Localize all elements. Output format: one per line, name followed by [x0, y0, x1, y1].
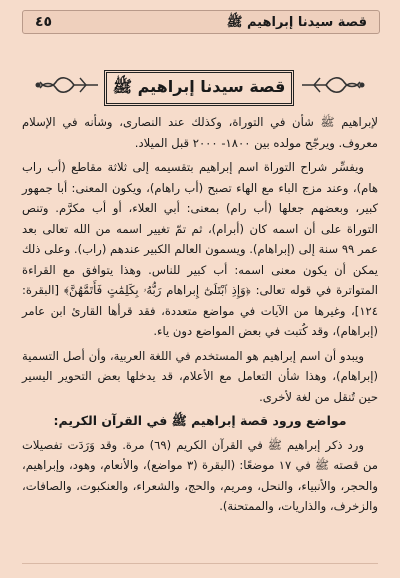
chapter-title: قصة سيدنا إبراهيم ﷺ [112, 76, 286, 96]
paragraph: ورد ذكر إبراهيم ﷺ في القرآن الكريم (٦٩) مرة. وقد وَرَدَت تفصيلات من قصته ﷺ في ١٧ موضعًا: (البقرة (٣ مواضع)، والأنعام، وهود، وإبراهيم، والحجر، والأنبياء، والنحل، ومريم، والحج، والشعراء، والعنكبوت، والصافات، والزخرف، والذاريات، والممتحنة). [22, 437, 378, 513]
page-number: ٤٥ [35, 14, 53, 30]
section-heading: مواضع ورود قصة إبراهيم ﷺ في القرآن الكريم: [53, 413, 347, 428]
running-header [22, 10, 380, 34]
page-body [22, 112, 378, 521]
footer-rule [22, 563, 378, 572]
paragraph: ويفسِّر شراح التوراة اسم إبراهيم بتقسيمه إلى ثلاثة مقاطع (أب راب هام)، وعند مزج الباء مع الهاء تصبح (أب راهام)، ويكون المعنى: أبا جمهور كبير، وبعضهم جعلها (أب رام) بمعنى: أبي العلاء، أو أب مكرَّم. وتنص التوراة على أن اسمه كان (أبرام)، ثم تمّ تغيير اسمه من الله تعالى بعد عمر ٩٩ سنة إلى (إبراهام). ويسمون العالم الكبير عندهم (راب). وعلى ذلك يمكن أن يكون معنى اسمه: أب كبير للناس. وهذا يتوافق مع القراءة المتواترة في قوله تعالى: ﴿وَإِذِ ٱبْتَلَىٰٓ إِبراهام رَبُّهُۥ بِكَلِمَٰتٍ فَأَتَمَّهُنَّ﴾ [البقرة: ١٢٤]، وغيرها من الآيات في مواضع متعددة، فقد قرأها القارئ ابن عامر (إبراهام)، وقد كُتبت في بعض المواضع دون ياء. [22, 160, 378, 338]
running-title: قصة سيدنا إبراهيم ﷺ [226, 15, 367, 30]
chapter-title-frame [104, 70, 294, 106]
title-ornament-right-icon [302, 70, 366, 100]
paragraph: لإبراهيم ﷺ شأن في التوراة، وكذلك عند النصارى، وشأنه في الإسلام معروف. ويرجّح مولده بين ١٨٠٠- ٢٠٠٠ قبل الميلاد. [22, 115, 378, 150]
paragraph: ويبدو أن اسم إبراهيم هو المستخدم في اللغة العربية، وأن أصل التسمية (إبراهام)، وهذا شأن التعامل مع الأعلام، قد يدخلها بعض التحوير اليسير حين تُنقل من لغة لأخرى. [22, 348, 378, 404]
title-ornament-left-icon [34, 70, 98, 100]
